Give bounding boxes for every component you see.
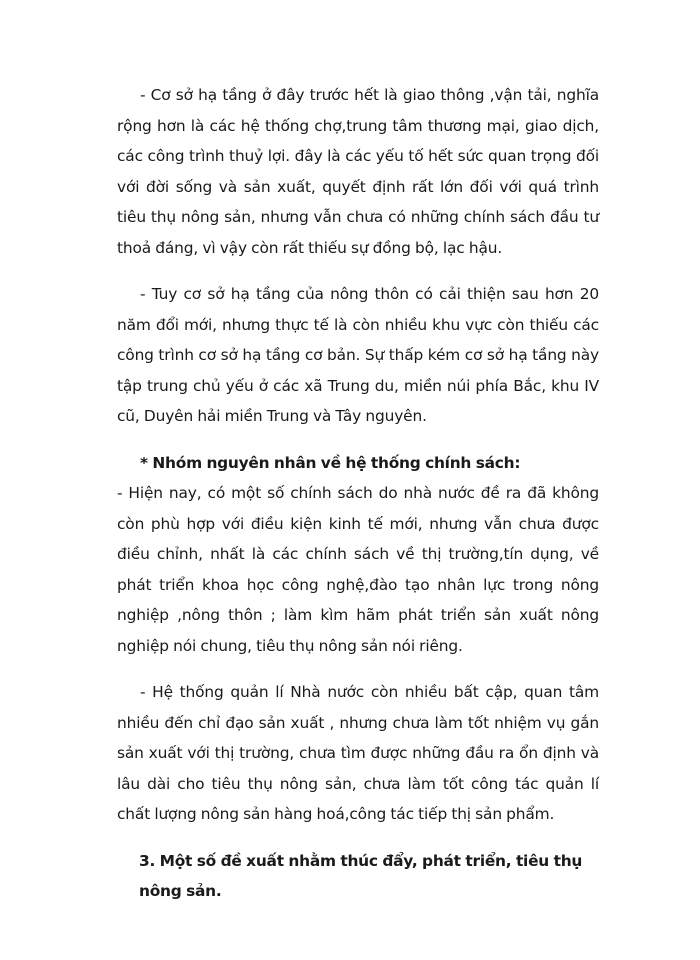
document-body [117,80,599,907]
heading-proposals: 3. Một số đề xuất nhằm thúc đẩy, phát triển, tiêu thụ nông sản. [139,851,583,900]
paragraph-rural-infrastructure: - Tuy cơ sở hạ tầng của nông thôn có cải thiện sau hơn 20 năm đổi mới, nhưng thực tế là còn nhiều khu vực còn thiếu các công trình cơ sở hạ tầng cơ bản. Sự thấp kém cơ sở hạ tầng này tập trung chủ yếu ở các xã Trung du, miền núi phía Bắc, khu IV cũ, Duyên hải miền Trung và Tây nguyên. [117,285,599,425]
paragraph-current-policies: - Hiện nay, có một số chính sách do nhà nước đề ra đã không còn phù hợp với điều kiện kinh tế mới, nhưng vẫn chưa được điều chỉnh, nhất là các chính sách về thị trường,tín dụng, về phát triển khoa học công nghệ,đào tạo nhân lực trong nông nghiệp ,nông thôn ; làm kìm hãm phát triển sản xuất nông nghiệp nói chung, tiêu thụ nông sản nói riêng. [117,484,599,655]
heading-policy-causes: * Nhóm nguyên nhân về hệ thống chính sách: [140,453,521,472]
paragraph-state-management: - Hệ thống quản lí Nhà nước còn nhiều bất cập, quan tâm nhiều đến chỉ đạo sản xuất , nhưng chưa làm tốt nhiệm vụ gắn sản xuất với thị trường, chưa tìm được những đầu ra ổn định và lâu dài cho tiêu thụ nông sản, chưa làm tốt công tác quản lí chất lượng nông sản hàng hoá,công tác tiếp thị sản phẩm. [117,683,599,823]
paragraph-infrastructure-overview: - Cơ sở hạ tầng ở đây trước hết là giao thông ,vận tải, nghĩa rộng hơn là các hệ thống chợ,trung tâm thương mại, giao dịch, các công trình thuỷ lợi. đây là các yếu tố hết sức quan trọng đối với đời sống và sản xuất, quyết định rất lớn đối với quá trình tiêu thụ nông sản, nhưng vẫn chưa có những chính sách đầu tư thoả đáng, vì vậy còn rất thiếu sự đồng bộ, lạc hậu. [117,86,599,257]
